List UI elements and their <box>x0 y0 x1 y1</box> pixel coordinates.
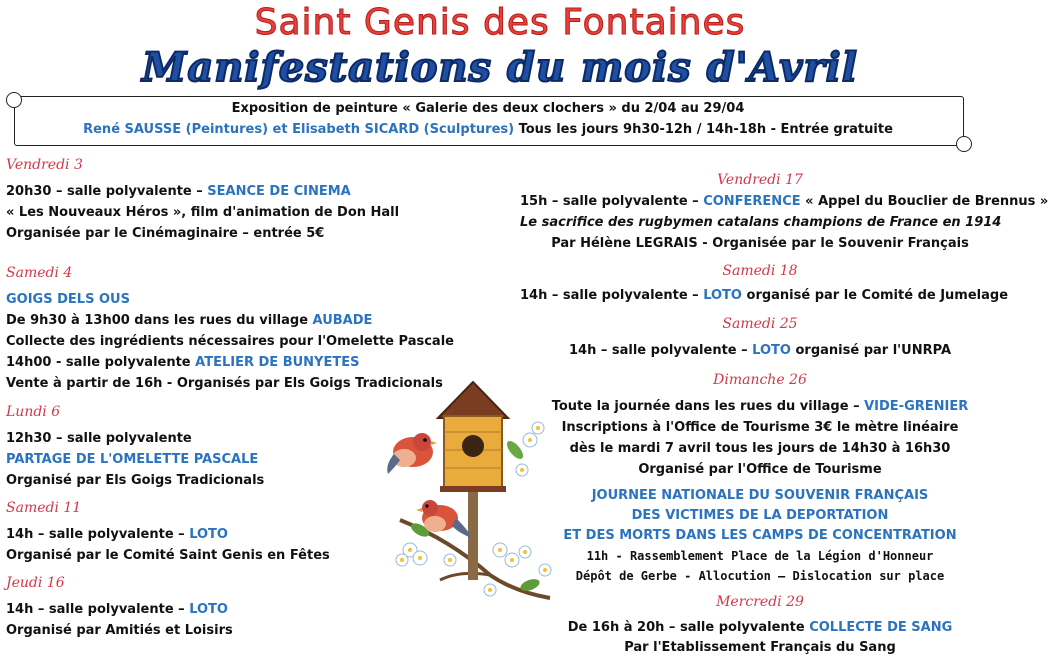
event-title: VIDE-GRENIER <box>864 399 969 414</box>
event-line <box>520 399 1000 414</box>
scroll-curl-right-icon <box>956 136 972 152</box>
event-line <box>6 355 359 370</box>
event-line <box>520 620 1000 635</box>
hours: Tous les jours 9h30-12h / 14h-18h - Entrée gratuite <box>514 122 893 137</box>
event-title: LOTO <box>189 602 228 617</box>
event-title: ATELIER DE BUNYETES <box>195 355 360 370</box>
event-line: Organisé par Amitiés et Loisirs <box>6 623 233 638</box>
event-time: De 16h à 20h – salle polyvalente <box>567 620 810 635</box>
souvenir-title: JOURNEE NATIONALE DU SOUVENIR FRANÇAIS <box>591 488 929 503</box>
event-time: 14h – salle polyvalente – <box>520 288 704 303</box>
event-time: 15h – salle polyvalente – <box>520 194 704 209</box>
event-line: Le sacrifice des rugbymen catalans champions de France en 1914 <box>520 215 1002 230</box>
month-subtitle: Manifestations du mois d'Avril <box>142 44 858 91</box>
event-line <box>6 527 228 542</box>
day-samedi-18: Samedi 18 <box>722 263 798 279</box>
event-title: SEANCE DE CINEMA <box>207 184 351 199</box>
event-time: 20h30 – salle polyvalente – <box>6 184 208 199</box>
event-line: Organisée par le Cinémaginaire – entrée 5€ <box>6 226 325 241</box>
event-line: « Les Nouveaux Héros », film d'animation de Don Hall <box>6 205 400 220</box>
event-title: LOTO <box>703 288 742 303</box>
event-title: PARTAGE DE L'OMELETTE PASCALE <box>6 452 259 467</box>
event-line: 12h30 – salle polyvalente <box>6 431 192 446</box>
event-line: Organisé par Els Goigs Tradicionals <box>6 473 265 488</box>
day-vendredi-17: Vendredi 17 <box>717 172 803 188</box>
day-jeudi-16: Jeudi 16 <box>6 575 65 591</box>
day-samedi-25: Samedi 25 <box>722 316 798 332</box>
event-title: CONFERENCE <box>703 194 801 209</box>
event-line <box>520 194 1048 209</box>
event-line <box>520 343 1000 358</box>
event-line: Vente à partir de 16h - Organisés par Els Goigs Tradicionals <box>6 376 443 391</box>
day-samedi-11: Samedi 11 <box>6 500 82 516</box>
banner-line-2 <box>14 122 962 137</box>
event-time: De 9h30 à 13h00 dans les rues du village <box>6 313 313 328</box>
event-line: 11h - Rassemblement Place de la Légion d'Honneur <box>586 549 934 563</box>
event-line <box>520 288 1009 303</box>
day-mercredi-29: Mercredi 29 <box>716 594 804 610</box>
event-detail: organisé par le Comité de Jumelage <box>741 288 1009 303</box>
event-line: Organisé par le Comité Saint Genis en Fêtes <box>6 548 330 563</box>
event-line <box>6 184 351 199</box>
event-line: Par l'Etablissement Français du Sang <box>624 640 896 655</box>
event-time: Toute la journée dans les rues du village – <box>551 399 865 414</box>
banner-line-1: Exposition de peinture « Galerie des deux clochers » du 2/04 au 29/04 <box>231 101 745 116</box>
event-title: LOTO <box>189 527 228 542</box>
event-line: dès le mardi 7 avril tous les jours de 14h30 à 16h30 <box>569 441 951 456</box>
event-title: AUBADE <box>312 313 373 328</box>
souvenir-title: DES VICTIMES DE LA DEPORTATION <box>631 508 889 523</box>
day-lundi-6: Lundi 6 <box>6 404 61 420</box>
event-detail: organisé par l'UNRPA <box>790 343 951 358</box>
souvenir-title: ET DES MORTS DANS LES CAMPS DE CONCENTRATION <box>563 528 957 543</box>
event-time: 14h00 - salle polyvalente <box>6 355 196 370</box>
event-line: Inscriptions à l'Office de Tourisme 3€ le mètre linéaire <box>561 420 959 435</box>
event-time: 14h – salle polyvalente – <box>6 602 190 617</box>
day-vendredi-3: Vendredi 3 <box>6 157 83 173</box>
event-line <box>6 313 372 328</box>
event-title: COLLECTE DE SANG <box>809 620 953 635</box>
event-line <box>6 602 228 617</box>
town-title: Saint Genis des Fontaines <box>254 2 746 43</box>
event-line: Dépôt de Gerbe - Allocution – Dislocation sur place <box>575 569 945 583</box>
event-time: 14h – salle polyvalente – <box>568 343 753 358</box>
day-dimanche-26: Dimanche 26 <box>713 372 807 388</box>
event-title: LOTO <box>752 343 791 358</box>
event-line: Par Hélène LEGRAIS - Organisée par le Souvenir Français <box>551 236 969 251</box>
event-line: Organisé par l'Office de Tourisme <box>638 462 882 477</box>
event-title: GOIGS DELS OUS <box>6 292 130 307</box>
day-samedi-4: Samedi 4 <box>6 265 73 281</box>
event-line: Collecte des ingrédients nécessaires pour l'Omelette Pascale <box>6 334 454 349</box>
event-time: 14h – salle polyvalente – <box>6 527 190 542</box>
event-detail: « Appel du Bouclier de Brennus » <box>800 194 1048 209</box>
artists: René SAUSSE (Peintures) et Elisabeth SICARD (Sculptures) <box>83 122 515 137</box>
